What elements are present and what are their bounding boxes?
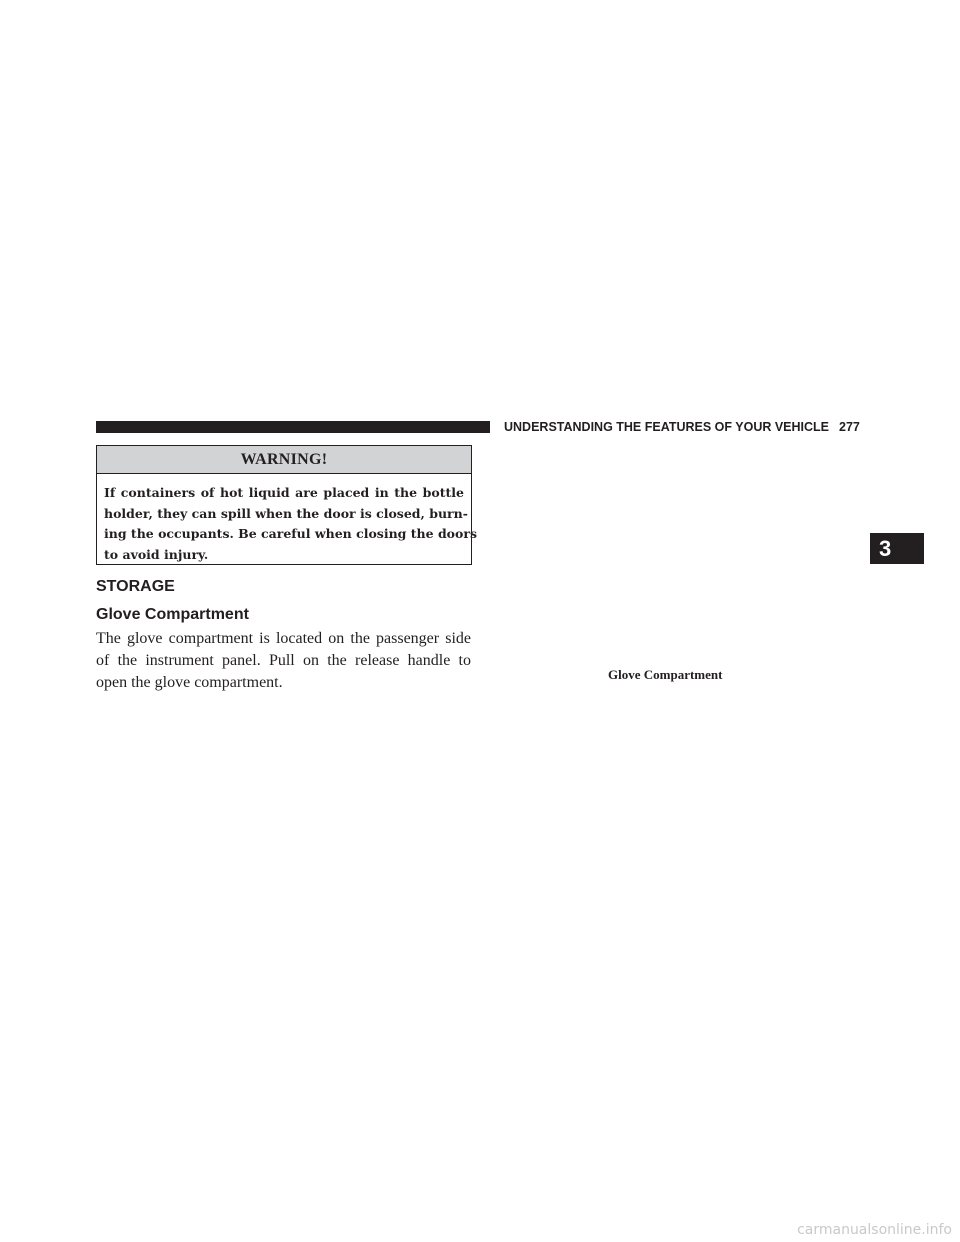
body-line: open the glove compartment.	[96, 674, 283, 691]
section-heading: STORAGE	[96, 578, 175, 595]
figure-image-placeholder	[500, 445, 850, 660]
body-line: The glove compartment is located on the passenger side	[96, 630, 471, 647]
running-header	[504, 419, 860, 435]
warning-line: holder, they can spill when the door is closed, burn-	[104, 505, 468, 521]
warning-box	[96, 445, 477, 565]
page-number: 277	[839, 420, 860, 434]
warning-title: WARNING!	[97, 446, 471, 474]
warning-line: If containers of hot liquid are placed in the bottle	[104, 485, 464, 500]
warning-body	[97, 474, 477, 565]
header-section-title: UNDERSTANDING THE FEATURES OF YOUR VEHICLE	[504, 420, 830, 434]
body-line: of the instrument panel. Pull on the release handle to	[96, 652, 471, 669]
sub-heading: Glove Compartment	[96, 606, 249, 623]
body-paragraph	[96, 628, 471, 694]
watermark: carmanualsonline.info	[797, 1222, 952, 1238]
figure-caption: Glove Compartment	[608, 667, 723, 682]
header-rule	[96, 421, 490, 433]
warning-line: ing the occupants. Be careful when closing the doors	[104, 526, 477, 541]
warning-line: to avoid injury.	[104, 546, 209, 562]
chapter-tab: 3	[870, 533, 924, 564]
